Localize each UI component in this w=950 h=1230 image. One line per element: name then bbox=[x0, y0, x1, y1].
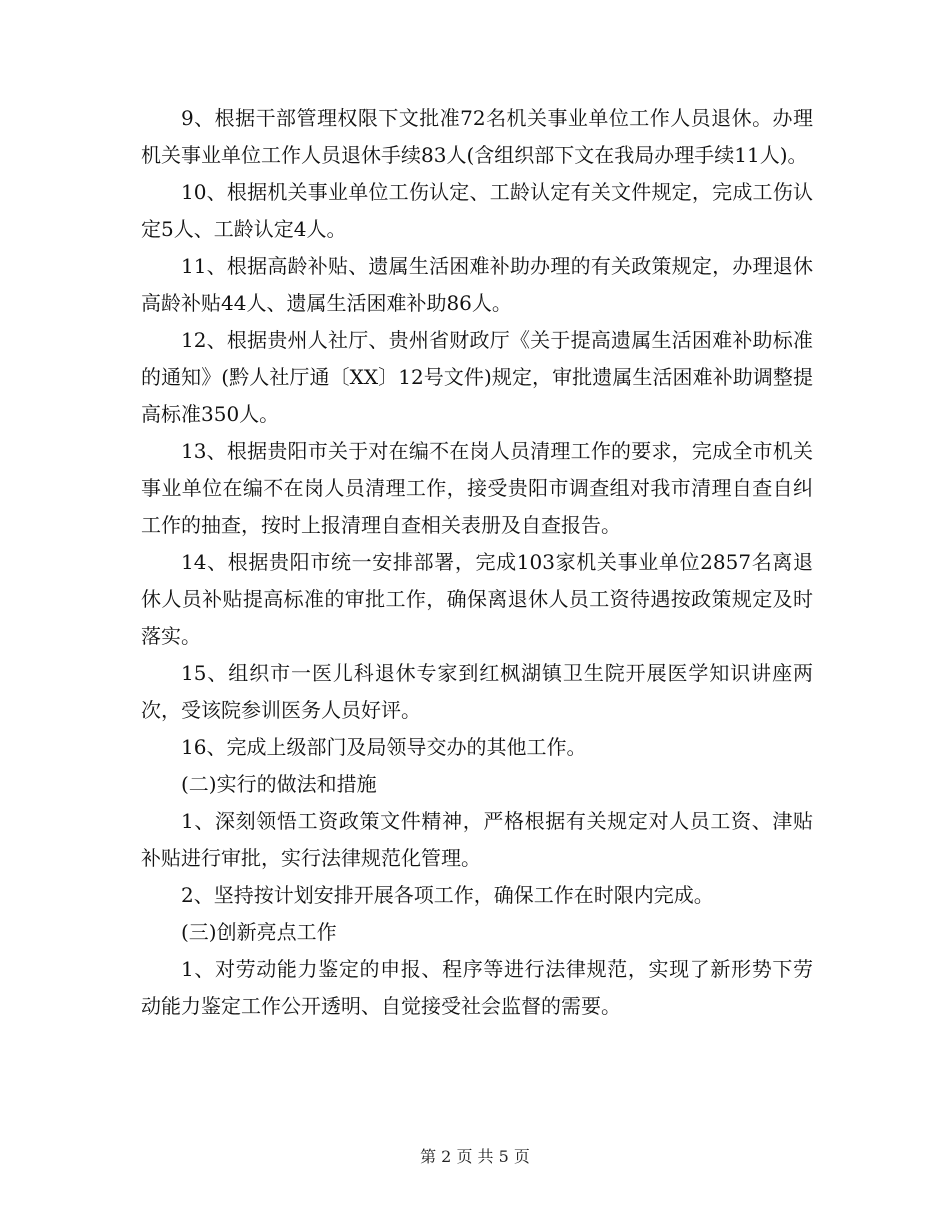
paragraph-item-15: 15、组织市一医儿科退休专家到红枫湖镇卫生院开展医学知识讲座两次，受该院参训医务人员好评。 bbox=[141, 661, 813, 722]
paragraph-item-10: 10、根据机关事业单位工伤认定、工龄认定有关文件规定，完成工伤认定5人、工龄认定4人。 bbox=[141, 180, 813, 241]
innovation-item-1: 1、对劳动能力鉴定的申报、程序等进行法律规范，实现了新形势下劳动能力鉴定工作公开透明、自觉接受社会监督的需要。 bbox=[141, 957, 813, 1018]
paragraph-item-13: 13、根据贵阳市关于对在编不在岗人员清理工作的要求，完成全市机关事业单位在编不在岗人员清理工作，接受贵阳市调查组对我市清理自查自纠工作的抽查，按时上报清理自查相关表册及自查报告。 bbox=[141, 439, 813, 537]
paragraph-item-14: 14、根据贵阳市统一安排部署，完成103家机关事业单位2857名离退休人员补贴提高标准的审批工作，确保离退休人员工资待遇按政策规定及时落实。 bbox=[141, 550, 813, 648]
section-heading-innovation: (三)创新亮点工作 bbox=[181, 920, 337, 944]
paragraph-item-11: 11、根据高龄补贴、遗属生活困难补助办理的有关政策规定，办理退休高龄补贴44人、遗属生活困难补助86人。 bbox=[141, 254, 813, 315]
measure-item-2: 2、坚持按计划安排开展各项工作，确保工作在时限内完成。 bbox=[181, 883, 714, 907]
paragraph-item-9: 9、根据干部管理权限下文批准72名机关事业单位工作人员退休。办理机关事业单位工作人员退休手续83人(含组织部下文在我局办理手续11人)。 bbox=[141, 106, 813, 167]
section-heading-measures: (二)实行的做法和措施 bbox=[181, 772, 377, 796]
document-body bbox=[141, 100, 813, 1025]
paragraph-item-16: 16、完成上级部门及局领导交办的其他工作。 bbox=[181, 735, 587, 759]
measure-item-1: 1、深刻领悟工资政策文件精神，严格根据有关规定对人员工资、津贴补贴进行审批，实行法律规范化管理。 bbox=[141, 809, 813, 870]
page-number-footer: 第 2 页 共 5 页 bbox=[420, 1147, 530, 1166]
paragraph-item-12: 12、根据贵州人社厅、贵州省财政厅《关于提高遗属生活困难补助标准的通知》(黔人社厅通〔XX〕12号文件)规定，审批遗属生活困难补助调整提高标准350人。 bbox=[141, 328, 813, 426]
